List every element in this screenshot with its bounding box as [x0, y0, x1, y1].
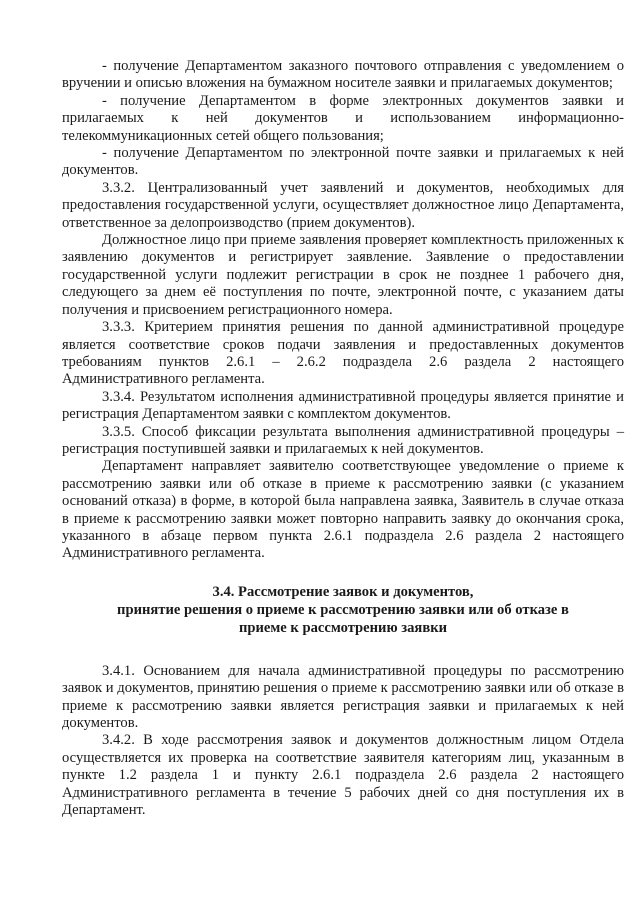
text-block-bottom	[62, 663, 624, 820]
paragraph: 3.3.5. Способ фиксации результата выполнения административной процедуры – регистрация поступившей заявки и прилагаемых к ней документов.	[62, 423, 624, 457]
text-block-top	[62, 58, 624, 563]
heading-line: 3.4. Рассмотрение заявок и документов,	[212, 583, 474, 600]
paragraph: 3.3.4. Результатом исполнения административной процедуры является принятие и регистрация Департаментом заявки с комплектом документов.	[62, 388, 624, 423]
heading-line: принятие решения о приеме к рассмотрению заявки или об отказе в	[117, 601, 569, 618]
paragraph: - получение Департаментом заказного почтового отправления с уведомлением о вручении и описью вложения на бумажном носителе заявки и прилагаемых документов;	[62, 58, 624, 92]
paragraph: Департамент направляет заявителю соответствующее уведомление о приеме к рассмотрению заявки или об отказе в приеме к рассмотрению заявки (с указанием оснований отказа) в форме, в которой была направлена заявка, Заявитель в случае отказа в приеме к рассмотрению заявки может повторно направить заявку до окончания срока, указанного в абзаце первом пункта 2.6.1 подраздела 2.6 раздела 2 настоящего Административного регламента.	[62, 458, 624, 562]
heading-line: приеме к рассмотрению заявки	[238, 619, 448, 636]
paragraph: 3.4.1. Основанием для начала административной процедуры по рассмотрению заявок и документов, принятию решения о приеме к рассмотрению заявки или об отказе в приеме к рассмотрению заявки является регистрация заявки и прилагаемых к ней документов.	[62, 662, 624, 731]
paragraph: 3.3.2. Централизованный учет заявлений и документов, необходимых для предоставления государственной услуги, осуществляет должностное лицо Департамента, ответственное за делопроизводство (прием документов).	[62, 179, 624, 231]
paragraph: Должностное лицо при приеме заявления проверяет комплектность приложенных к заявлению документов и регистрирует заявление. Заявление о предоставлении государственной услуги подлежит регистрации в срок не позднее 1 рабочего дня, следующего за днем её поступления по почте, электронной почте, с указанием даты получения и присвоением регистрационного номера.	[62, 232, 624, 318]
paragraph: - получение Департаментом по электронной почте заявки и прилагаемых к ней документов.	[62, 145, 624, 179]
paragraph: - получение Департаментом в форме электронных документов заявки и прилагаемых к ней документов и использованием информационно-телекоммуникационных сетей общего пользования;	[62, 92, 624, 144]
paragraph: 3.4.2. В ходе рассмотрения заявок и документов должностным лицом Отдела осуществляется их проверка на соответствие заявителя категориям лиц, указанным в пункте 1.2 раздела 1 и пункту 2.6.1 подраздела 2.6 раздела 2 настоящего Административного регламента в течение 5 рабочих дней со дня поступления их в Департамент.	[62, 732, 624, 819]
paragraph: 3.3.3. Критерием принятия решения по данной административной процедуре является соответствие сроков подачи заявления и предоставленных документов требованиям пунктов 2.6.1 – 2.6.2 подраздела 2.6 раздела 2 настоящего Административного регламента.	[62, 319, 624, 388]
section-heading	[62, 583, 624, 637]
